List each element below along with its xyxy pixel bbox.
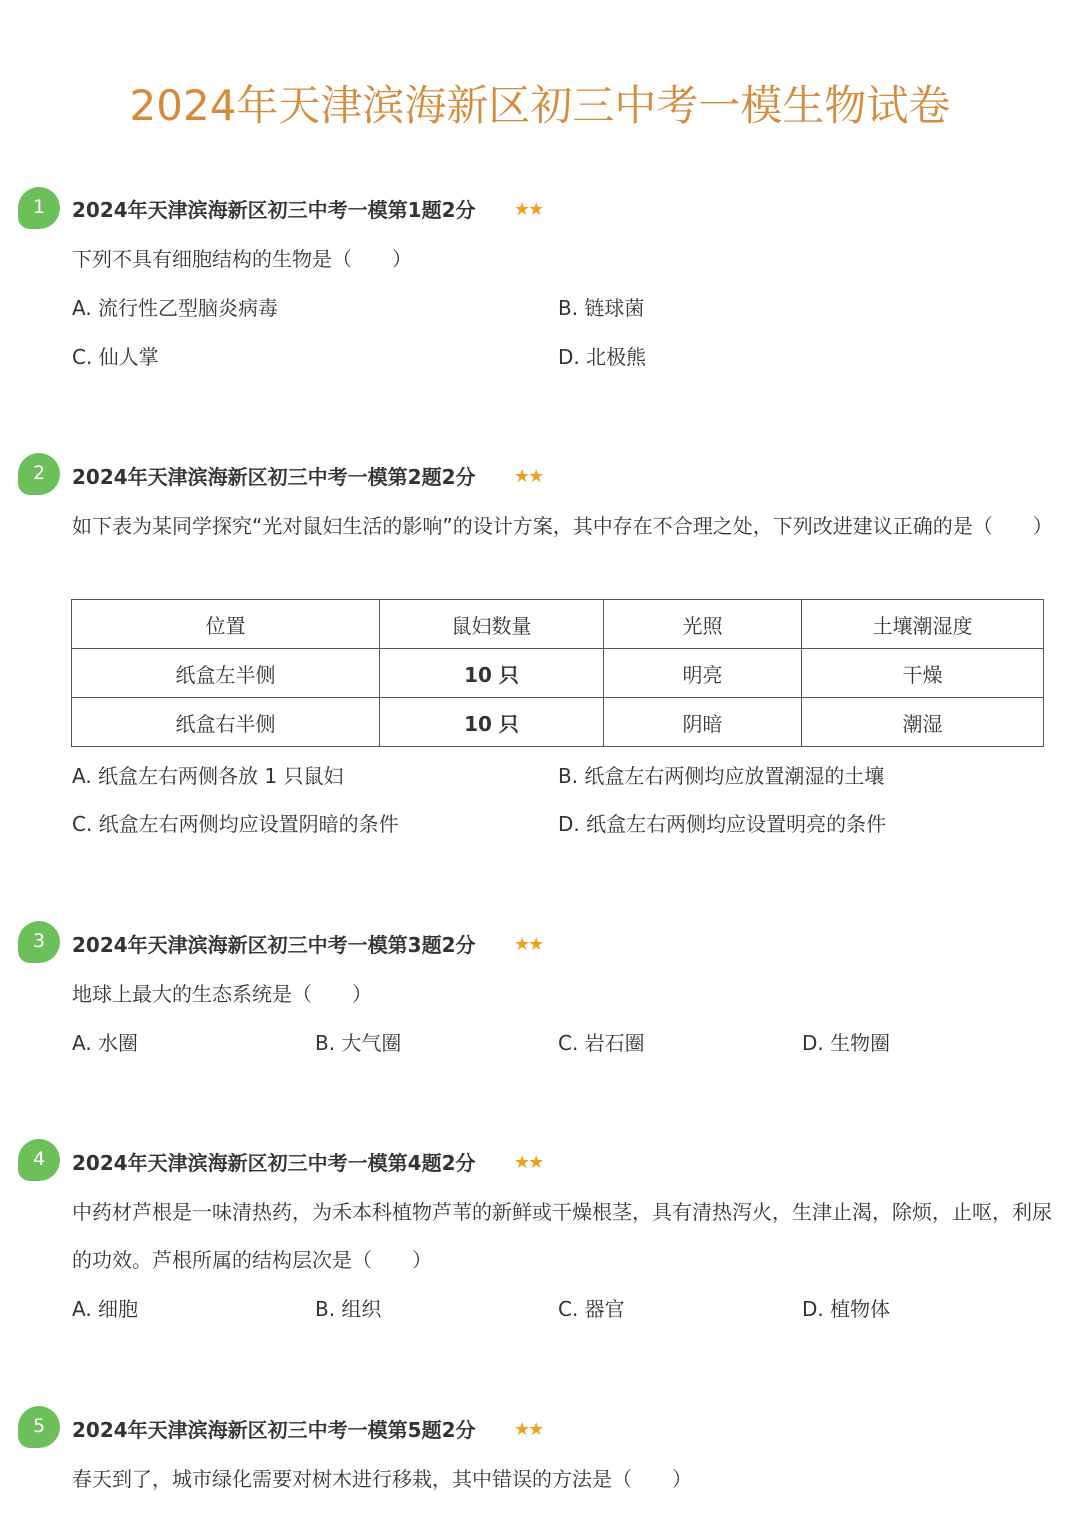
option-b[interactable]: B. 纸盒左右两侧均应放置潮湿的土壤 xyxy=(558,764,885,788)
option-a[interactable]: A. 流行性乙型脑炎病毒 xyxy=(72,296,279,320)
option-d[interactable]: D. 纸盒左右两侧均应设置明亮的条件 xyxy=(558,812,887,836)
option-a[interactable]: A. 纸盒左右两侧各放 1 只鼠妇 xyxy=(72,764,344,788)
option-b[interactable]: B. 组织 xyxy=(315,1297,382,1321)
page-title: 2024年天津滨海新区初三中考一模生物试卷 xyxy=(129,81,951,130)
option-a[interactable]: A. 细胞 xyxy=(72,1297,139,1321)
question-header: 2024年天津滨海新区初三中考一模第4题2分 xyxy=(72,1151,476,1175)
option-d[interactable]: D. 植物体 xyxy=(802,1297,891,1321)
question-number-badge: 5 xyxy=(18,1406,60,1448)
table-cell: 明亮 xyxy=(604,649,802,698)
table-cell: 10 只 xyxy=(380,649,604,698)
option-c[interactable]: C. 仙人掌 xyxy=(72,345,159,369)
difficulty-stars: ★★ xyxy=(514,466,543,487)
table-header-cell: 位置 xyxy=(72,600,380,649)
question-header: 2024年天津滨海新区初三中考一模第2题2分 xyxy=(72,465,476,489)
question-number-badge: 2 xyxy=(18,453,60,495)
table-cell: 10 只 xyxy=(380,698,604,747)
table-header-row xyxy=(72,600,1044,649)
table-cell: 干燥 xyxy=(802,649,1044,698)
question-header: 2024年天津滨海新区初三中考一模第5题2分 xyxy=(72,1418,476,1442)
question-header: 2024年天津滨海新区初三中考一模第1题2分 xyxy=(72,198,476,222)
option-d[interactable]: D. 生物圈 xyxy=(802,1031,891,1055)
question-stem: 地球上最大的生态系统是（ ） xyxy=(72,982,372,1006)
option-d[interactable]: D. 北极熊 xyxy=(558,345,647,369)
question-stem: 下列不具有细胞结构的生物是（ ） xyxy=(72,247,412,271)
experiment-table xyxy=(71,599,1044,747)
table-cell: 潮湿 xyxy=(802,698,1044,747)
question-number-badge: 1 xyxy=(18,187,60,229)
difficulty-stars: ★★ xyxy=(514,199,543,220)
option-b[interactable]: B. 大气圈 xyxy=(315,1031,402,1055)
question-header: 2024年天津滨海新区初三中考一模第3题2分 xyxy=(72,933,476,957)
difficulty-stars: ★★ xyxy=(514,1152,543,1173)
option-c[interactable]: C. 纸盒左右两侧均应设置阴暗的条件 xyxy=(72,812,399,836)
table-header-cell: 光照 xyxy=(604,600,802,649)
option-c[interactable]: C. 器官 xyxy=(558,1297,625,1321)
option-a[interactable]: A. 水圈 xyxy=(72,1031,139,1055)
question-stem: 春天到了，城市绿化需要对树木进行移栽，其中错误的方法是（ ） xyxy=(72,1467,692,1491)
difficulty-stars: ★★ xyxy=(514,1419,543,1440)
question-number-badge: 4 xyxy=(18,1139,60,1181)
table-cell: 纸盒左半侧 xyxy=(72,649,380,698)
difficulty-stars: ★★ xyxy=(514,934,543,955)
table-cell: 阴暗 xyxy=(604,698,802,747)
option-c[interactable]: C. 岩石圈 xyxy=(558,1031,645,1055)
question-number-badge: 3 xyxy=(18,921,60,963)
option-b[interactable]: B. 链球菌 xyxy=(558,296,645,320)
table-cell: 纸盒右半侧 xyxy=(72,698,380,747)
table-row xyxy=(72,649,1044,698)
question-stem: 中药材芦根是一味清热药，为禾本科植物芦苇的新鲜或干燥根茎，具有清热泻火，生津止渴，除烦，止呕，利尿的功效。芦根所属的结构层次是（ ） xyxy=(72,1200,1052,1272)
table-header-cell: 土壤潮湿度 xyxy=(802,600,1044,649)
table-header-cell: 鼠妇数量 xyxy=(380,600,604,649)
table-row xyxy=(72,698,1044,747)
question-stem: 如下表为某同学探究“光对鼠妇生活的影响”的设计方案，其中存在不合理之处，下列改进建议正确的是（ ） xyxy=(72,514,1053,538)
